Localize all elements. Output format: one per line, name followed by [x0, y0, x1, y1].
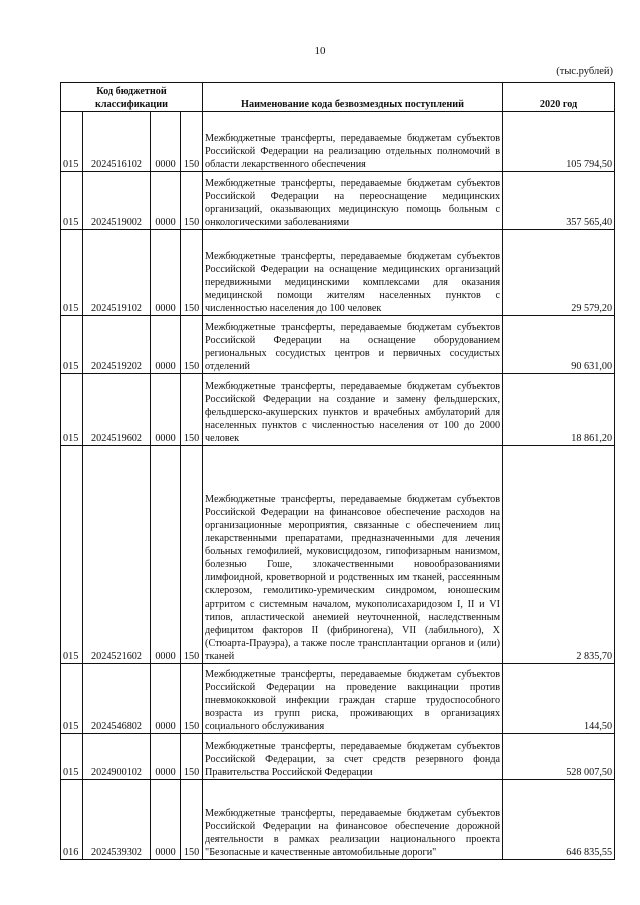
name-cell: Межбюджетные трансферты, передаваемые бюджетам субъектов Российской Федерации на финансовое обеспечение дорожной деятельности в рамках реализации национального проекта "Безопасные и качественные автомобильные дороги" [203, 780, 503, 860]
name-cell: Межбюджетные трансферты, передаваемые бюджетам субъектов Российской Федерации на финансовое обеспечение расходов на организационные мероприятия, связанные с обеспечением лиц лекарственными препаратами, предназначенными для лечения больных гемофилией, муковисцидозом, гипофизарным нанизмом, болезнью Гоше, злокачественными новообразованиями лимфоидной, кроветворной и родственных им тканей, рассеянным склерозом, гемолитико-уремическим синдромом, юношеским артритом с системным началом, мукополисахаридозом I, II и VI типов, апластической анемией неуточненной, наследственным дефицитом факторов II (фибриногена), VII (лабильного), X (Стюарта-Прауэра), а также после трансплантации органов и (или) тканей [203, 446, 503, 664]
budget-code-cell: 2024539302 [83, 780, 151, 860]
amount-cell: 18 861,20 [503, 374, 615, 446]
subtype-code-cell: 0000 [151, 230, 181, 316]
name-cell: Межбюджетные трансферты, передаваемые бюджетам субъектов Российской Федерации на оснащение медицинских организаций передвижными медицинскими комплексами для оказания медицинской помощи жителям населенных пунктов с численностью населения до 100 человек [203, 230, 503, 316]
group-code-cell: 150 [181, 664, 203, 734]
name-cell: Межбюджетные трансферты, передаваемые бюджетам субъектов Российской Федерации на реализацию отдельных полномочий в области лекарственного обеспечения [203, 112, 503, 172]
budget-code-cell: 2024516102 [83, 112, 151, 172]
amount-cell: 29 579,20 [503, 230, 615, 316]
amount-cell: 2 835,70 [503, 446, 615, 664]
amount-cell: 528 007,50 [503, 734, 615, 780]
admin-code-cell: 015 [61, 446, 83, 664]
admin-code-cell: 015 [61, 664, 83, 734]
admin-code-cell: 015 [61, 172, 83, 230]
group-code-cell: 150 [181, 112, 203, 172]
group-code-cell: 150 [181, 446, 203, 664]
subtype-code-cell: 0000 [151, 446, 181, 664]
admin-code-cell: 016 [61, 780, 83, 860]
budget-code-cell: 2024546802 [83, 664, 151, 734]
subtype-code-cell: 0000 [151, 664, 181, 734]
amount-cell: 144,50 [503, 664, 615, 734]
group-code-cell: 150 [181, 734, 203, 780]
table-header-row [61, 83, 615, 112]
subtype-code-cell: 0000 [151, 374, 181, 446]
group-code-cell: 150 [181, 172, 203, 230]
subtype-code-cell: 0000 [151, 172, 181, 230]
name-cell: Межбюджетные трансферты, передаваемые бюджетам субъектов Российской Федерации на оснащение оборудованием региональных сосудистых центров и первичных сосудистых отделений [203, 316, 503, 374]
subtype-code-cell: 0000 [151, 316, 181, 374]
budget-code-cell: 2024519002 [83, 172, 151, 230]
name-cell: Межбюджетные трансферты, передаваемые бюджетам субъектов Российской Федерации, за счет средств резервного фонда Правительства Российской Федерации [203, 734, 503, 780]
budget-table [60, 82, 615, 860]
budget-code-cell: 2024519102 [83, 230, 151, 316]
page-number: 10 [314, 45, 326, 57]
header-year: 2020 год [503, 83, 615, 112]
name-cell: Межбюджетные трансферты, передаваемые бюджетам субъектов Российской Федерации на создание и замену фельдшерских, фельдшерско-акушерских пунктов и врачебных амбулаторий для населенных пунктов с численностью населения от 100 до 2000 человек [203, 374, 503, 446]
table-row [61, 230, 615, 316]
amount-cell: 90 631,00 [503, 316, 615, 374]
group-code-cell: 150 [181, 230, 203, 316]
budget-code-cell: 2024519202 [83, 316, 151, 374]
table-row [61, 664, 615, 734]
budget-code-cell: 2024519602 [83, 374, 151, 446]
admin-code-cell: 015 [61, 112, 83, 172]
amount-cell: 105 794,50 [503, 112, 615, 172]
subtype-code-cell: 0000 [151, 734, 181, 780]
table-row [61, 734, 615, 780]
table-row [61, 374, 615, 446]
header-code: Код бюджетной классификации [61, 83, 203, 112]
amount-cell: 646 835,55 [503, 780, 615, 860]
table-row [61, 780, 615, 860]
units-label: (тыс.рублей) [556, 66, 613, 77]
group-code-cell: 150 [181, 780, 203, 860]
amount-cell: 357 565,40 [503, 172, 615, 230]
group-code-cell: 150 [181, 374, 203, 446]
table-row [61, 446, 615, 664]
admin-code-cell: 015 [61, 230, 83, 316]
name-cell: Межбюджетные трансферты, передаваемые бюджетам субъектов Российской Федерации на переоснащение медицинских организаций, оказывающих медицинскую помощь больным с онкологическими заболеваниями [203, 172, 503, 230]
header-name: Наименование кода безвозмездных поступлений [203, 83, 503, 112]
budget-code-cell: 2024900102 [83, 734, 151, 780]
group-code-cell: 150 [181, 316, 203, 374]
admin-code-cell: 015 [61, 734, 83, 780]
admin-code-cell: 015 [61, 374, 83, 446]
name-cell: Межбюджетные трансферты, передаваемые бюджетам субъектов Российской Федерации на проведение вакцинации против пневмококковой инфекции граждан старше трудоспособного возраста из групп риска, проживающих в организациях социального обслуживания [203, 664, 503, 734]
table-row [61, 112, 615, 172]
table-row [61, 172, 615, 230]
subtype-code-cell: 0000 [151, 780, 181, 860]
subtype-code-cell: 0000 [151, 112, 181, 172]
table-row [61, 316, 615, 374]
admin-code-cell: 015 [61, 316, 83, 374]
budget-code-cell: 2024521602 [83, 446, 151, 664]
